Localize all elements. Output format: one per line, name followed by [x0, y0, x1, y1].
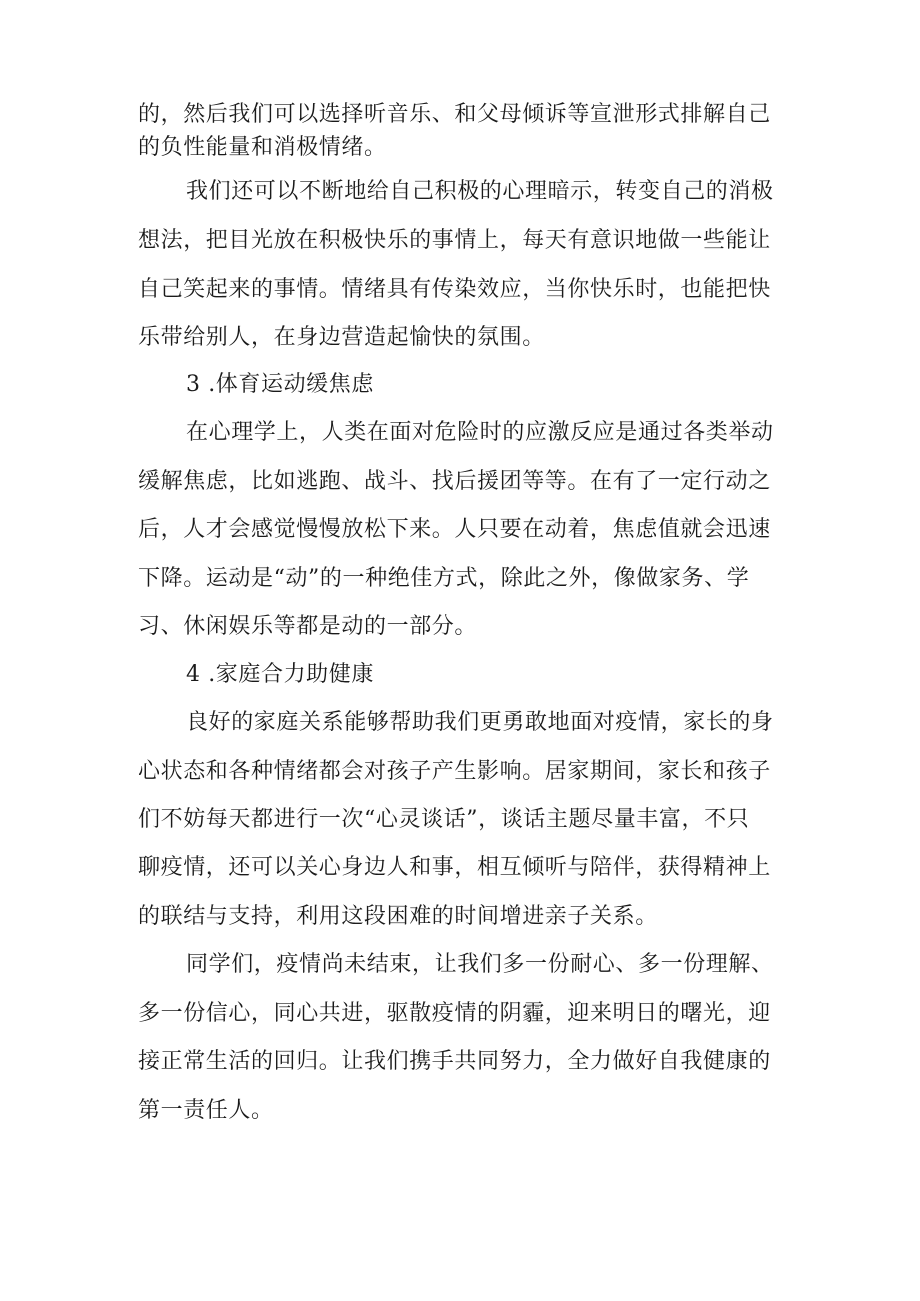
paragraph-3-line-1: 在心理学上，人类在面对危险时的应激反应是通过各类举动	[186, 420, 774, 445]
paragraph-3-line-4: 下降。运动是“动”的一种绝佳方式，除此之外，像做家务、学	[138, 566, 750, 591]
paragraph-4-line-3: 们不妨每天都进行一次“心灵谈话”，谈话主题尽量丰富，不只	[138, 807, 750, 832]
paragraph-5-line-1: 同学们，疫情尚未结束，让我们多一份耐心、多一份理解、	[186, 952, 774, 977]
paragraph-1-line-2: 的负性能量和消极情绪。	[138, 135, 387, 160]
paragraph-2-line-2: 想法，把目光放在积极快乐的事情上，每天有意识地做一些能让	[138, 228, 771, 253]
section-heading-3: 3 .体育运动缓焦虑	[186, 372, 374, 397]
paragraph-4-line-5: 的联结与支持，利用这段困难的时间增进亲子关系。	[138, 904, 658, 929]
paragraph-2-line-1: 我们还可以不断地给自己积极的心理暗示，转变自己的消极	[186, 179, 774, 204]
paragraph-5-line-3: 接正常生活的回归。让我们携手共同努力，全力做好自我健康的	[138, 1049, 771, 1074]
paragraph-3-line-3: 后，人才会感觉慢慢放松下来。人只要在动着，焦虑值就会迅速	[138, 517, 771, 542]
paragraph-2-line-3: 自己笑起来的事情。情绪具有传染效应，当你快乐时，也能把快	[138, 277, 771, 302]
paragraph-3-line-5: 习、休闲娱乐等都是动的一部分。	[138, 614, 478, 639]
paragraph-5-line-2: 多一份信心，同心共进，驱散疫情的阴霾，迎来明日的曙光，迎	[138, 1001, 771, 1026]
paragraph-5-line-4: 第一责任人。	[138, 1098, 274, 1123]
paragraph-4-line-1: 良好的家庭关系能够帮助我们更勇敢地面对疫情，家长的身	[186, 710, 774, 735]
paragraph-4-line-2: 心状态和各种情绪都会对孩子产生影响。居家期间，家长和孩子	[138, 759, 771, 784]
paragraph-2-line-4: 乐带给别人，在身边营造起愉快的氛围。	[138, 325, 545, 350]
paragraph-3-line-2: 缓解焦虑，比如逃跑、战斗、找后援团等等。在有了一定行动之	[138, 469, 771, 494]
paragraph-1-line-1: 的，然后我们可以选择听音乐、和父母倾诉等宣泄形式排解自己	[138, 102, 771, 127]
section-heading-4: 4 .家庭合力助健康	[186, 662, 374, 687]
paragraph-4-line-4: 聊疫情，还可以关心身边人和事，相互倾听与陪伴，获得精神上	[138, 855, 771, 880]
